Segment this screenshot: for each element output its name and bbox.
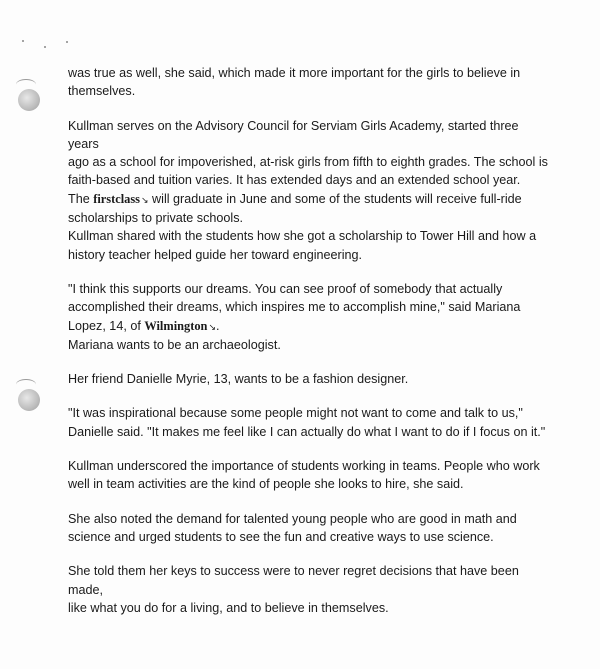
text-fragment: The <box>68 191 94 206</box>
text-line: faith-based and tuition varies. It has extended days and an extended school year. <box>68 173 521 188</box>
firstclass-line <box>68 190 548 209</box>
paragraph-3 <box>68 280 548 354</box>
wilmington-link[interactable]: Wilmington <box>144 318 208 333</box>
text-line: Her friend Danielle Myrie, 13, wants to be a fashion designer. <box>68 372 409 387</box>
text-line: Kullman shared with the students how she got a scholarship to Tower Hill and how a <box>68 229 537 244</box>
paragraph-1 <box>68 64 548 101</box>
text-line: scholarships to private schools. <box>68 211 243 226</box>
text-line: like what you do for a living, and to believe in themselves. <box>68 600 389 615</box>
paragraph-7 <box>68 510 548 547</box>
text-line: Mariana wants to be an archaeologist. <box>68 337 281 352</box>
text-line: Danielle said. "It makes me feel like I can actually do what I want to do if I focus on it." <box>68 424 546 439</box>
text-line: She told them her keys to success were to never regret decisions that have been made, <box>68 564 519 597</box>
scan-speck <box>44 46 46 48</box>
wilmington-line <box>68 317 548 336</box>
punch-hole-middle <box>18 389 40 411</box>
punch-hole-top <box>18 89 40 111</box>
link-arrow-icon: ↘ <box>208 321 216 332</box>
paragraph-6 <box>68 457 548 494</box>
text-line: Kullman underscored the importance of students working in teams. People who work <box>68 459 540 474</box>
scan-speck <box>22 40 24 42</box>
text-line: "It was inspirational because some people might not want to come and talk to us," <box>68 406 523 421</box>
text-line: was true as well, she said, which made it more important for the girls to believe in <box>68 66 521 80</box>
text-fragment: . <box>216 318 220 333</box>
text-line: ago as a school for impoverished, at-risk girls from fifth to eighth grades. The school is <box>68 155 548 170</box>
text-line: science and urged students to see the fun and creative ways to use science. <box>68 529 494 544</box>
text-line: history teacher helped guide her toward engineering. <box>68 247 363 262</box>
firstclass-link[interactable]: firstclass <box>93 191 141 206</box>
text-line: themselves. <box>68 84 136 99</box>
text-fragment: Lopez, 14, of <box>68 318 145 333</box>
text-line: well in team activities are the kind of people she looks to hire, she said. <box>68 477 464 492</box>
paragraph-8 <box>68 562 548 617</box>
text-line: accomplished their dreams, which inspires me to accomplish mine," said Mariana <box>68 300 521 315</box>
link-arrow-icon: ↘ <box>141 194 149 205</box>
paragraph-2 <box>68 117 548 264</box>
article-body <box>68 64 548 633</box>
scan-speck <box>66 41 68 43</box>
text-line: Kullman serves on the Advisory Council for Serviam Girls Academy, started three years <box>68 118 519 151</box>
text-line: "I think this supports our dreams. You can see proof of somebody that actually <box>68 281 503 296</box>
paragraph-4 <box>68 370 548 388</box>
text-line: She also noted the demand for talented young people who are good in math and <box>68 511 517 526</box>
text-fragment: will graduate in June and some of the students will receive full-ride <box>148 191 522 206</box>
paragraph-5 <box>68 404 548 441</box>
